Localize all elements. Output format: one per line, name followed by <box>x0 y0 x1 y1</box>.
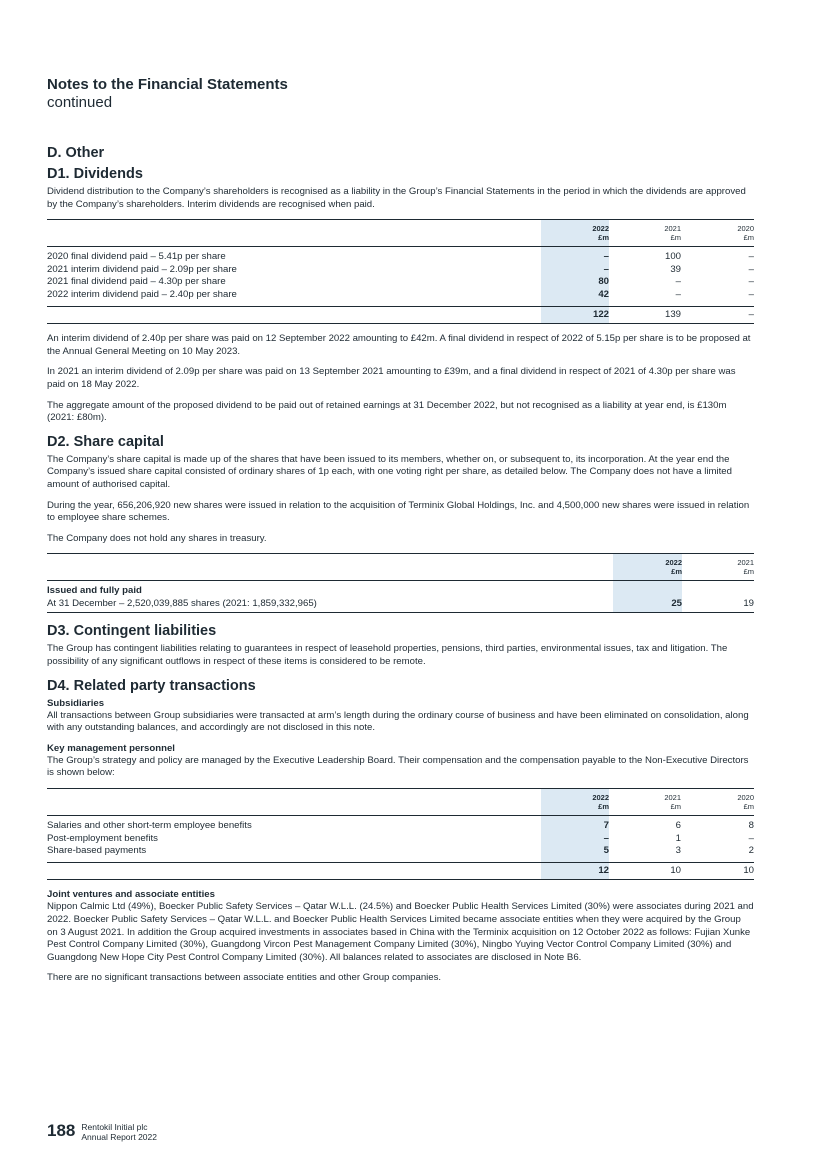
table-row: 2022 interim dividend paid – 2.40p per share 42 – – <box>47 288 754 300</box>
d1-intro: Dividend distribution to the Company’s shareholders is recognised as a liability in the Group’s Financial Statements in the period in which the dividends are approved by the Company’s shareholders. Interim dividends are recognised when paid. <box>47 186 746 210</box>
subsidiaries-heading: Subsidiaries <box>47 697 105 709</box>
jv-text-2: There are no significant transactions between associate entities and other Group companies. <box>47 972 442 984</box>
company-name: Rentokil Initial plc <box>81 1122 148 1132</box>
dividends-table <box>47 219 754 324</box>
table-row: Salaries and other short-term employee benefits 7 6 8 <box>47 820 754 832</box>
share-capital-table-header <box>47 554 754 581</box>
kmp-table-header <box>47 789 754 816</box>
col-2021: 2021 £m <box>609 789 681 816</box>
table-total-row: 122 139 – <box>47 306 754 324</box>
table-row: Share-based payments 5 3 2 <box>47 845 754 857</box>
page-content <box>47 76 754 993</box>
d2-para-2: During the year, 656,206,920 new shares were issued in relation to the acquisition of Terminix Global Holdings, Inc. and 4,500,000 new shares were issued in relation to employee share schemes. <box>47 499 750 524</box>
d3-para-1: The Group has contingent liabilities relating to guarantees in respect of leasehold properties, pensions, third parties, environmental issues, tax and litigation. The possibility of any significant outflows in respect of these items is considered to be remote. <box>47 643 728 668</box>
page-number: 188 <box>47 1121 76 1140</box>
dividends-table-header <box>47 220 754 247</box>
section-d1-title: D1. Dividends <box>47 166 143 182</box>
table-row: Post-employment benefits – 1 – <box>47 832 754 844</box>
col-2021: 2021 £m <box>609 220 681 247</box>
table-group-row: Issued and fully paid <box>47 585 754 598</box>
subsidiaries-text: All transactions between Group subsidiaries were transacted at arm’s length during the ordinary course of business and have been eliminated on consolidation, along with any outstanding balances, and accordingly are not disclosed in this note. <box>47 709 749 734</box>
jv-text: Nippon Calmic Ltd (49%), Boecker Public Safety Services – Qatar W.L.L. (24.5%) and Boecker Public Health Services Limited (30%) were associates during 2021 and 2022. Boecker Public Safety Services – Qatar W.L.L. and Boecker Public Health Services Limited became associate entities when they were acquired by the Group on 3 August 2021. In addition the Group acquired investments in associates based in China with the Terminix acquisition on 12 October 2022 as follows: Fujian Xunke Pest Control Company Limited (30%), Guangdong Vircon Pest Management Company Limited (30%), Ningbo Yuying Vector Control Company Limited (30%) and Guangdong New Hope City Pest Control Company Limited (30%). All balances related to associates are disclosed in Note B6. <box>47 901 754 963</box>
page-subtitle: continued <box>47 94 113 111</box>
section-d3-title: D3. Contingent liabilities <box>47 623 217 640</box>
page-title: Notes to the Financial Statements <box>47 76 288 93</box>
table-row: 2021 final dividend paid – 4.30p per share 80 – – <box>47 276 754 288</box>
col-2020: 2020 £m <box>681 220 754 247</box>
jv-heading: Joint ventures and associate entities <box>47 889 215 901</box>
col-2022: 2022 £m <box>613 554 682 581</box>
d2-para-1: The Company’s share capital is made up of the shares that have been issued to its members, whether on, or subsequent to, its incorporation. At the year end the Company’s issued share capital consisted of ordinary shares of 1p each, with one voting right per share, as detailed below. The Company does not have a limited amount of authorised capital. <box>47 453 732 490</box>
d1-para-2: In 2021 an interim dividend of 2.09p per share was paid on 13 September 2021 amounting to £39m, and a final dividend in respect of 2021 of 4.30p per share was paid on 18 May 2022. <box>47 366 736 390</box>
kmp-table <box>47 788 754 880</box>
col-2020: 2020 £m <box>681 789 754 816</box>
section-d-title: D. Other <box>47 145 105 161</box>
page-footer <box>47 1122 157 1142</box>
col-2021: 2021 £m <box>682 554 754 581</box>
table-row: 2021 interim dividend paid – 2.09p per share – 39 – <box>47 263 754 275</box>
report-name: Annual Report 2022 <box>81 1132 157 1142</box>
col-2022: 2022 £m <box>541 220 609 247</box>
kmp-text: The Group’s strategy and policy are managed by the Executive Leadership Board. Their compensation and the compensation payable to the Non-Executive Directors is shown below: <box>47 754 749 779</box>
table-row: 2020 final dividend paid – 5.41p per share – 100 – <box>47 251 754 263</box>
kmp-heading: Key management personnel <box>47 742 175 754</box>
footer-company <box>81 1122 157 1142</box>
d2-para-3: The Company does not hold any shares in treasury. <box>47 532 267 544</box>
d1-para-3: The aggregate amount of the proposed dividend to be paid out of retained earnings at 31 December 2022, but not recognised as a liability at year end, is £130m (2021: £80m). <box>47 399 727 424</box>
table-total-row: 12 10 10 <box>47 862 754 880</box>
share-capital-table <box>47 553 754 613</box>
section-d2-title: D2. Share capital <box>47 433 164 450</box>
table-row: At 31 December – 2,520,039,885 shares (2021: 1,859,332,965) 25 19 <box>47 598 754 613</box>
d1-para-1: An interim dividend of 2.40p per share was paid on 12 September 2022 amounting to £42m. A final dividend in respect of 2022 of 5.15p per share is to be proposed at the Annual General Meeting on 10 May 2023. <box>47 333 751 357</box>
col-2022: 2022 £m <box>541 789 609 816</box>
section-d4-title: D4. Related party transactions <box>47 677 256 694</box>
